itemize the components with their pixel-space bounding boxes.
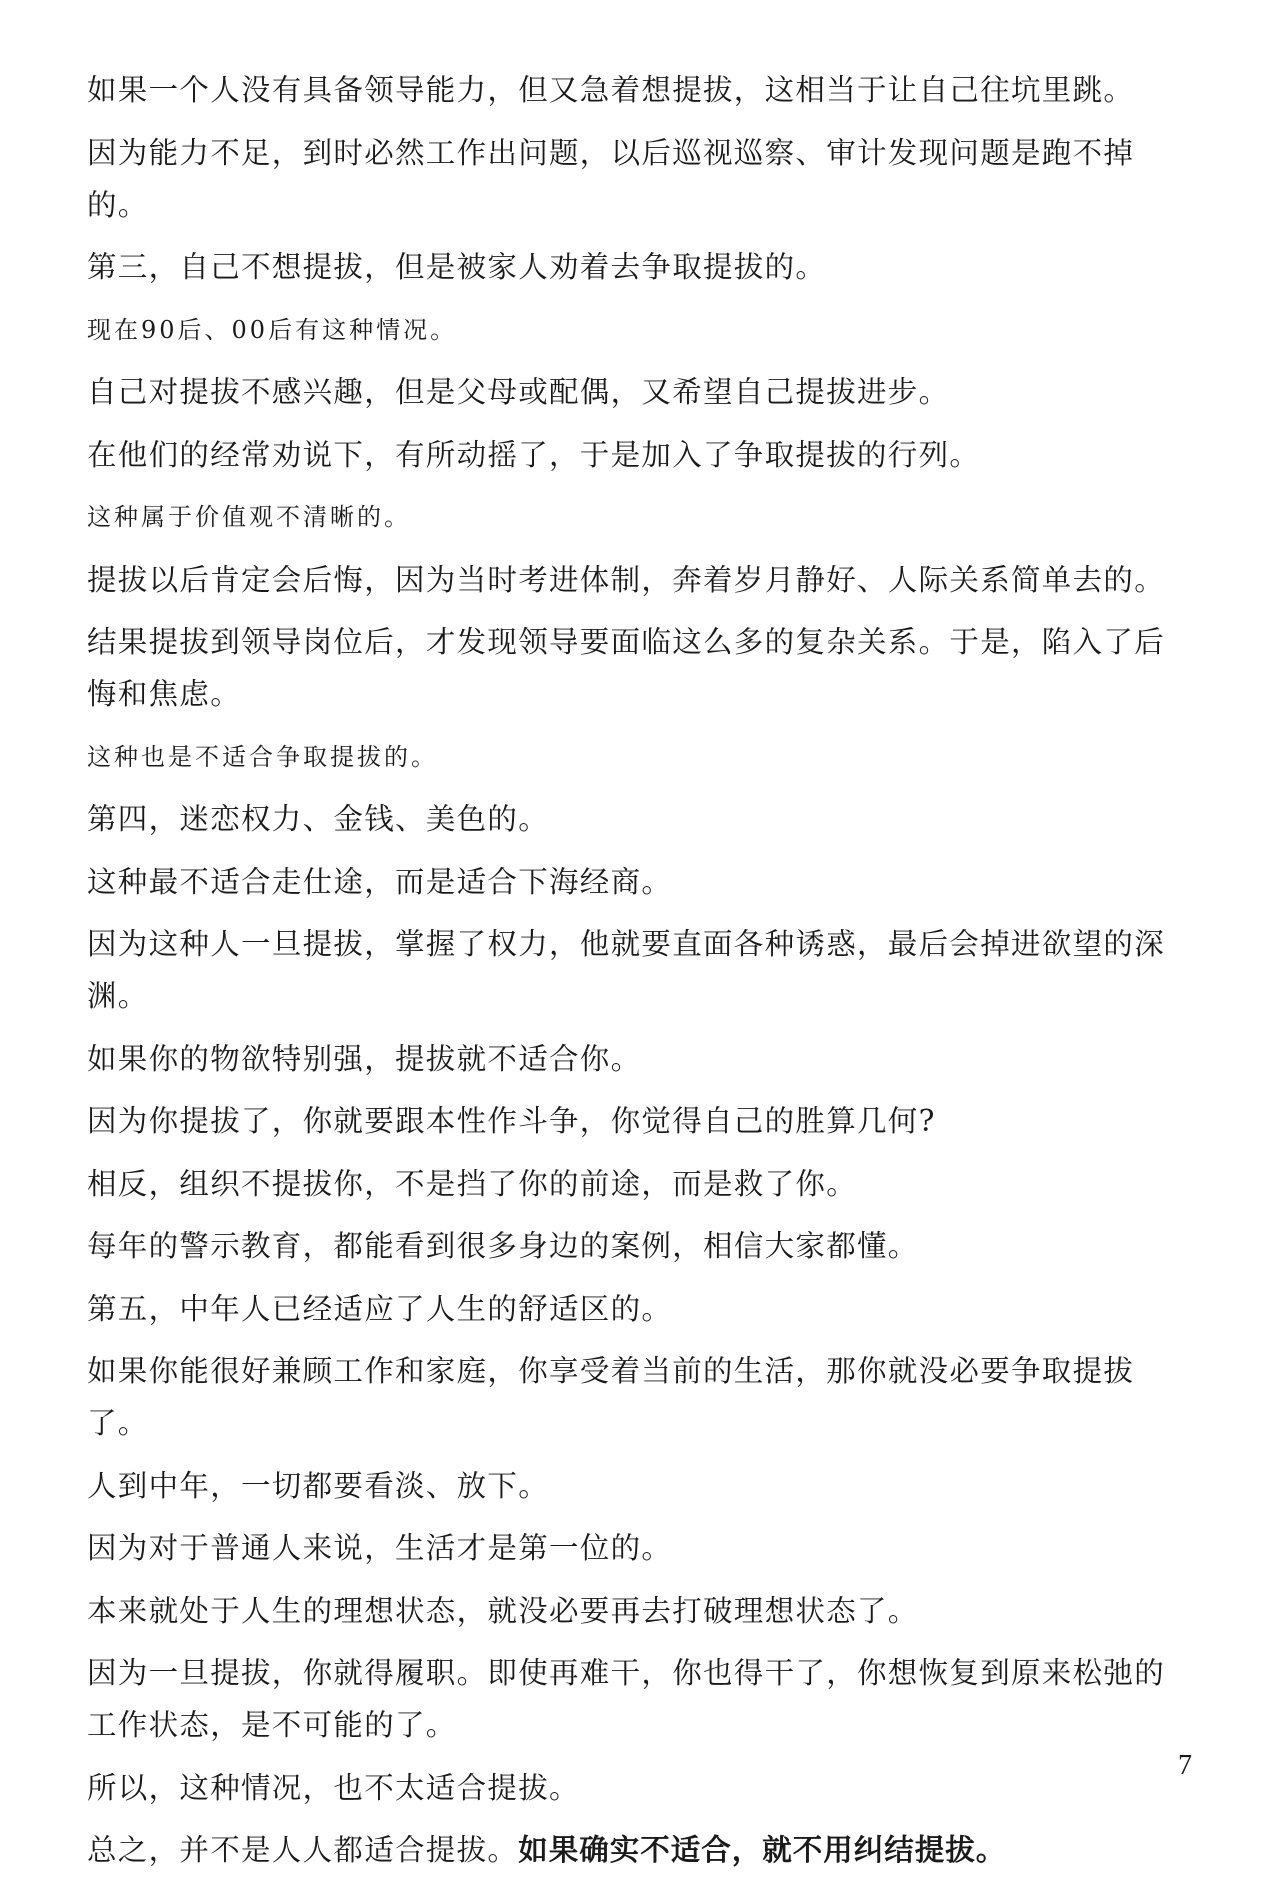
paragraph: 因为对于普通人来说，生活才是第一位的。 bbox=[87, 1531, 673, 1565]
paragraph: 提拔以后肯定会后悔，因为当时考进体制，奔着岁月静好、人际关系简单去的。 bbox=[87, 562, 1166, 597]
closing-emphasis: 如果确实不适合，就不用纠结提拔。 bbox=[518, 1833, 1007, 1867]
paragraph: 自己对提拔不感兴趣，但是父母或配偶，又希望自己提拔进步。 bbox=[87, 375, 950, 409]
paragraph: 这种也是不适合争取提拔的。 bbox=[87, 742, 438, 771]
paragraph: 在他们的经常劝说下，有所动摇了，于是加入了争取提拔的行列。 bbox=[87, 437, 981, 472]
paragraph: 结果提拔到领导岗位后，才发现领导要面临这么多的复杂关系。于是，陷入了后悔和焦虑。 bbox=[87, 625, 1166, 711]
paragraph: 第五，中年人已经适应了人生的舒适区的。 bbox=[87, 1291, 673, 1326]
paragraph: 相反，组织不提拔你，不是挡了你的前途，而是救了你。 bbox=[87, 1166, 858, 1201]
paragraph: 如果你能很好兼顾工作和家庭，你享受着当前的生活，那你就没必要争取提拔了。 bbox=[87, 1354, 1135, 1440]
paragraph: 因为能力不足，到时必然工作出问题，以后巡视巡察、审计发现问题是跑不掉的。 bbox=[87, 135, 1135, 222]
paragraph: 现在90后、00后有这种情况。 bbox=[87, 315, 458, 344]
paragraph: 所以，这种情况，也不太适合提拔。 bbox=[87, 1770, 580, 1805]
paragraph: 这种最不适合走仕途，而是适合下海经商。 bbox=[87, 864, 673, 899]
paragraph: 因为一旦提拔，你就得履职。即使再难干，你也得干了，你想恢复到原来松弛的工作状态，是不可能的了。 bbox=[87, 1656, 1166, 1742]
paragraph: 因为你提拔了，你就要跟本性作斗争，你觉得自己的胜算几何? bbox=[87, 1104, 936, 1138]
paragraph: 每年的警示教育，都能看到很多身边的案例，相信大家都懂。 bbox=[87, 1229, 919, 1263]
paragraph: 人到中年，一切都要看淡、放下。 bbox=[87, 1468, 550, 1503]
paragraph: 本来就处于人生的理想状态，就没必要再去打破理想状态了。 bbox=[87, 1593, 919, 1628]
paragraph: 第四，迷恋权力、金钱、美色的。 bbox=[87, 802, 550, 836]
paragraph: 第三，自己不想提拔，但是被家人劝着去争取提拔的。 bbox=[87, 250, 827, 284]
closing-lead: 总之，并不是人人都适合提拔。 bbox=[87, 1833, 519, 1867]
paragraph: 因为这种人一旦提拔，掌握了权力，他就要直面各种诱惑，最后会掉进欲望的深渊。 bbox=[87, 927, 1166, 1013]
paragraph: 这种属于价值观不清晰的。 bbox=[87, 503, 411, 531]
paragraph: 如果一个人没有具备领导能力，但又急着想提拔，这相当于让自己往坑里跳。 bbox=[87, 73, 1135, 107]
paragraph: 如果你的物欲特别强，提拔就不适合你。 bbox=[87, 1041, 642, 1076]
page-number: 7 bbox=[1178, 1750, 1192, 1781]
body-text bbox=[87, 64, 1177, 1887]
closing-paragraph bbox=[87, 1824, 1177, 1876]
